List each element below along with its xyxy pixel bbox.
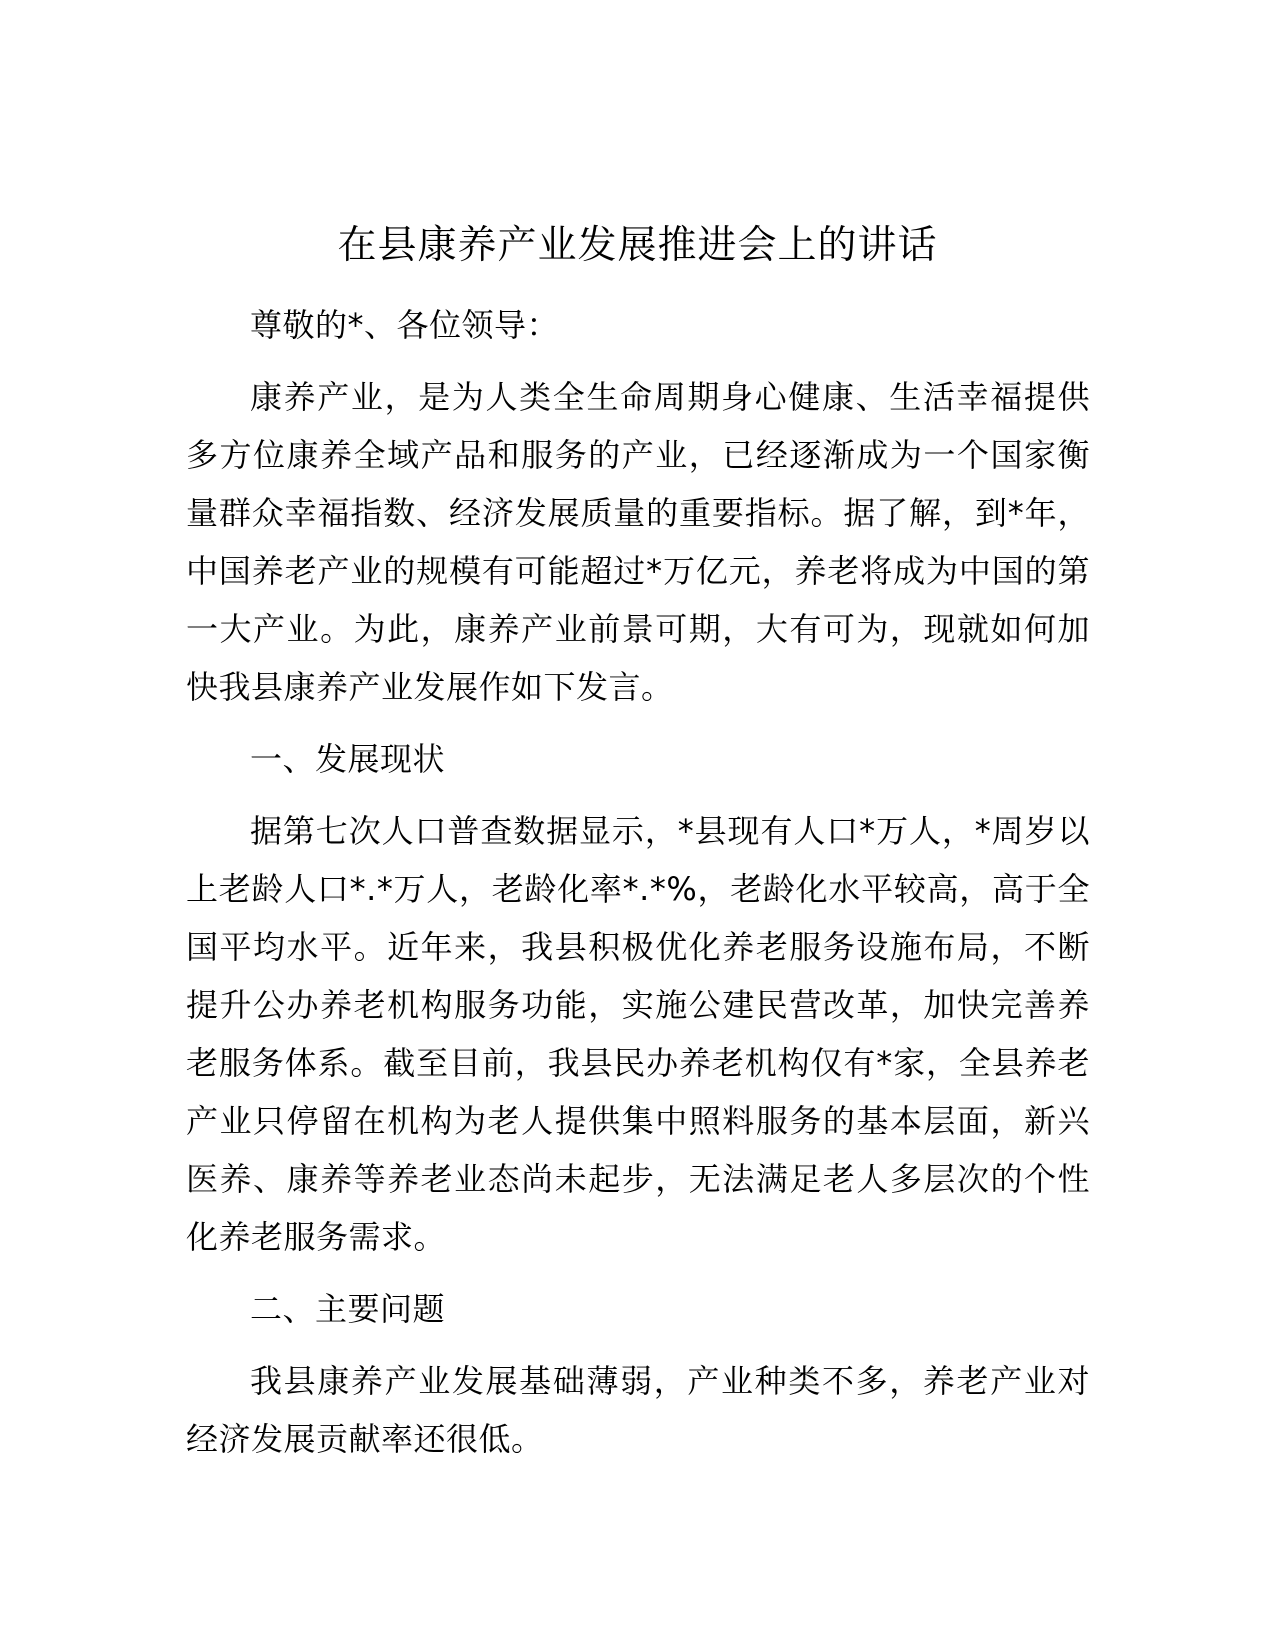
section-heading-problems: 二、主要问题 <box>250 1290 446 1328</box>
paragraph-intro: 康养产业，是为人类全生命周期身心健康、生活幸福提供多方位康养全域产品和服务的产业，已经逐渐成为一个国家衡量群众幸福指数、经济发展质量的重要指标。据了解，到*年，中国养老产业的规模有可能超过*万亿元，养老将成为中国的第一大产业。为此，康养产业前景可期，大有可为，现就如何加快我县康养产业发展作如下发言。 <box>186 378 1090 706</box>
document-title: 在县康养产业发展推进会上的讲话 <box>337 223 938 268</box>
document-body <box>186 296 1090 1468</box>
paragraph-problems: 我县康养产业发展基础薄弱，产业种类不多，养老产业对经济发展贡献率还很低。 <box>186 1362 1090 1458</box>
section-heading-status: 一、发展现状 <box>250 740 446 778</box>
paragraph-status: 据第七次人口普查数据显示，*县现有人口*万人，*周岁以上老龄人口*.*万人，老龄化率*.*%，老龄化水平较高，高于全国平均水平。近年来，我县积极优化养老服务设施布局，不断提升公办养老机构服务功能，实施公建民营改革，加快完善养老服务体系。截至目前，我县民办养老机构仅有*家，全县养老产业只停留在机构为老人提供集中照料服务的基本层面，新兴医养、康养等养老业态尚未起步，无法满足老人多层次的个性化养老服务需求。 <box>186 812 1090 1256</box>
salutation: 尊敬的*、各位领导： <box>250 306 560 344</box>
